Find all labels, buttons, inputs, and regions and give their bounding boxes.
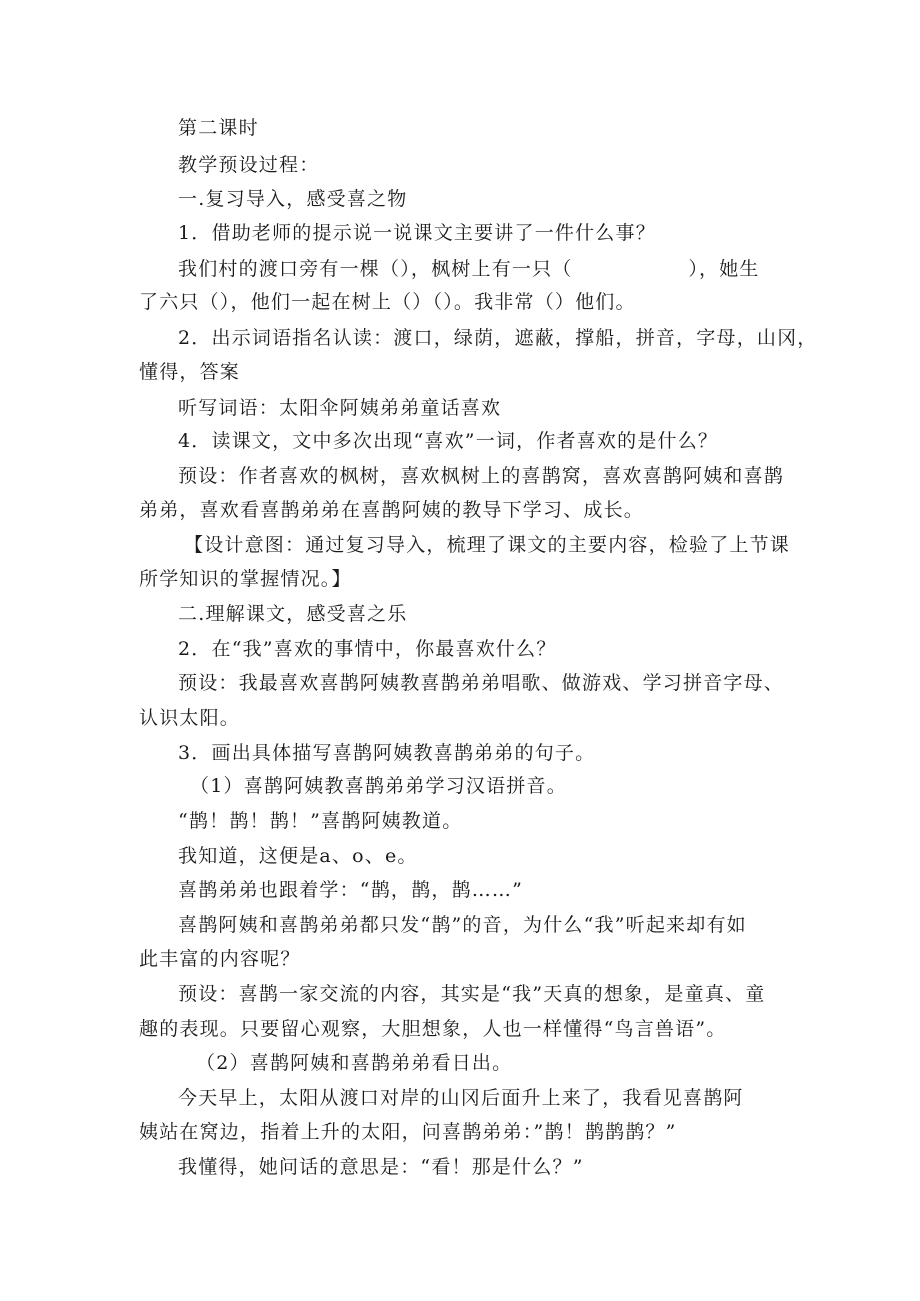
dictation-words: 听写词语：太阳伞阿姨弟弟童话喜欢 — [178, 397, 502, 419]
preset-answer-2-line-2: 认识太阳。 — [139, 707, 241, 729]
discussion-line-1: 喜鹊阿姨和喜鹊弟弟都只发“鹊”的音，为什么“我”听起来却有如 — [178, 914, 747, 936]
question-three: 3．画出具体描写喜鹊阿姨教喜鹊弟弟的句子。 — [178, 742, 596, 764]
process-heading: 教学预设过程： — [178, 154, 320, 176]
fill-blank-line-2: 了六只（），他们一起在树上（）（）。我非常（）他们。 — [139, 291, 636, 313]
question-two-line-1: 2．出示词语指名认读：渡口，绿荫，遮蔽，撑船，拼音，字母，山冈， — [178, 327, 818, 349]
design-intent-line-1: 【设计意图：通过复习导入，梳理了课文的主要内容，检验了上节课 — [184, 534, 791, 556]
fill-blank-line-1: 我们村的渡口旁有一棵（），枫树上有一只（ ），她生 — [178, 258, 760, 280]
preset-answer-1-line-1: 预设：作者喜欢的枫树，喜欢枫树上的喜鹊窝，喜欢喜鹊阿姨和喜鹊 — [178, 465, 785, 487]
section-two-heading: 二.理解课文，感受喜之乐 — [178, 603, 408, 625]
section-one-heading: 一.复习导入，感受喜之物 — [178, 188, 408, 210]
lesson-title: 第二课时 — [178, 117, 259, 139]
preset-answer-1-line-2: 弟弟，喜欢看喜鹊弟弟在喜鹊阿姨的教导下学习、成长。 — [139, 499, 645, 521]
passage-line-3: 我懂得，她问话的意思是：“看！那是什么？” — [178, 1156, 584, 1178]
question-two-b: 2．在“我”喜欢的事情中，你最喜欢什么？ — [178, 638, 557, 660]
discussion-line-2: 此丰富的内容呢？ — [139, 948, 301, 970]
question-one: 1．借助老师的提示说一说课文主要讲了一件什么事？ — [178, 222, 656, 244]
subsection-two: （2）喜鹊阿姨和喜鹊弟弟看日出。 — [196, 1052, 513, 1074]
subsection-one: （1）喜鹊阿姨教喜鹊弟弟学习汉语拼音。 — [190, 775, 567, 797]
design-intent-line-2: 所学知识的掌握情况。】 — [139, 568, 352, 590]
passage-line-1: 今天早上，太阳从渡口对岸的山冈后面升上来了，我看见喜鹊阿 — [178, 1087, 744, 1109]
question-two-line-2: 懂得，答案 — [139, 361, 241, 383]
preset-answer-2-line-1: 预设：我最喜欢喜鹊阿姨教喜鹊弟弟唱歌、做游戏、学习拼音字母、 — [178, 672, 785, 694]
quote-line-1: “鹊！鹊！鹊！”喜鹊阿姨教道。 — [178, 810, 463, 832]
preset-answer-3-line-1: 预设：喜鹊一家交流的内容，其实是“我”天真的想象，是童真、童 — [178, 983, 766, 1005]
quote-line-2: 我知道，这便是a、o、e。 — [178, 845, 418, 867]
passage-line-2: 姨站在窝边，指着上升的太阳，问喜鹊弟弟：”鹊！鹊鹊鹊？” — [139, 1121, 677, 1143]
question-four: 4．读课文，文中多次出现“喜欢”一词，作者喜欢的是什么？ — [178, 430, 719, 452]
quote-line-3: 喜鹊弟弟也跟着学：“鹊，鹊，鹊……” — [178, 879, 524, 901]
preset-answer-3-line-2: 趣的表现。只要留心观察，大胆想象，人也一样懂得“鸟言兽语”。 — [139, 1018, 727, 1040]
